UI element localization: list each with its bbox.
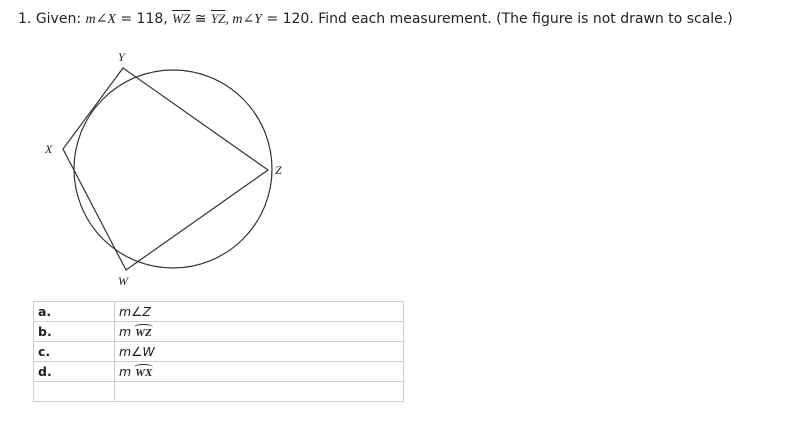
- angle-y: , m∠Y: [225, 12, 262, 27]
- label-z: Z: [275, 163, 282, 177]
- row-letter: b.: [34, 322, 115, 342]
- segment-yz: YZ: [210, 11, 226, 26]
- arc-wz: WZ: [135, 324, 152, 339]
- table-row: [34, 302, 404, 322]
- label-w: W: [118, 274, 128, 288]
- given-label: Given:: [35, 11, 82, 27]
- table-row: [34, 362, 404, 382]
- row-measure: m∠W: [115, 342, 404, 362]
- row-letter: [34, 382, 115, 402]
- row-letter: a.: [34, 302, 115, 322]
- label-x: X: [45, 142, 53, 156]
- circle: [74, 70, 272, 268]
- row-letter: d.: [34, 362, 115, 382]
- question-text: [18, 8, 798, 31]
- row-measure: m WX: [115, 362, 404, 382]
- row-measure: m WZ: [115, 322, 404, 342]
- answers-table: [33, 301, 404, 402]
- arc-wx: WX: [135, 364, 152, 379]
- instruction-text: Find each measurement. (The figure is not drawn to scale.): [318, 11, 733, 27]
- quadrilateral-wxyz: [63, 68, 268, 270]
- angle-x: m∠X: [85, 12, 116, 27]
- table-row: [34, 322, 404, 342]
- angle-x-value: = 118,: [120, 11, 168, 27]
- table-row: [34, 382, 404, 402]
- inscribed-quadrilateral-figure: [30, 40, 300, 295]
- table-row: [34, 342, 404, 362]
- congruent-symbol: ≅: [194, 11, 207, 27]
- question-number: 1.: [18, 11, 32, 27]
- row-measure: m∠Z: [115, 302, 404, 322]
- row-measure: [115, 382, 404, 402]
- label-y: Y: [118, 50, 125, 64]
- angle-y-value: = 120.: [266, 11, 314, 27]
- segment-wz: WZ: [172, 11, 191, 26]
- row-letter: c.: [34, 342, 115, 362]
